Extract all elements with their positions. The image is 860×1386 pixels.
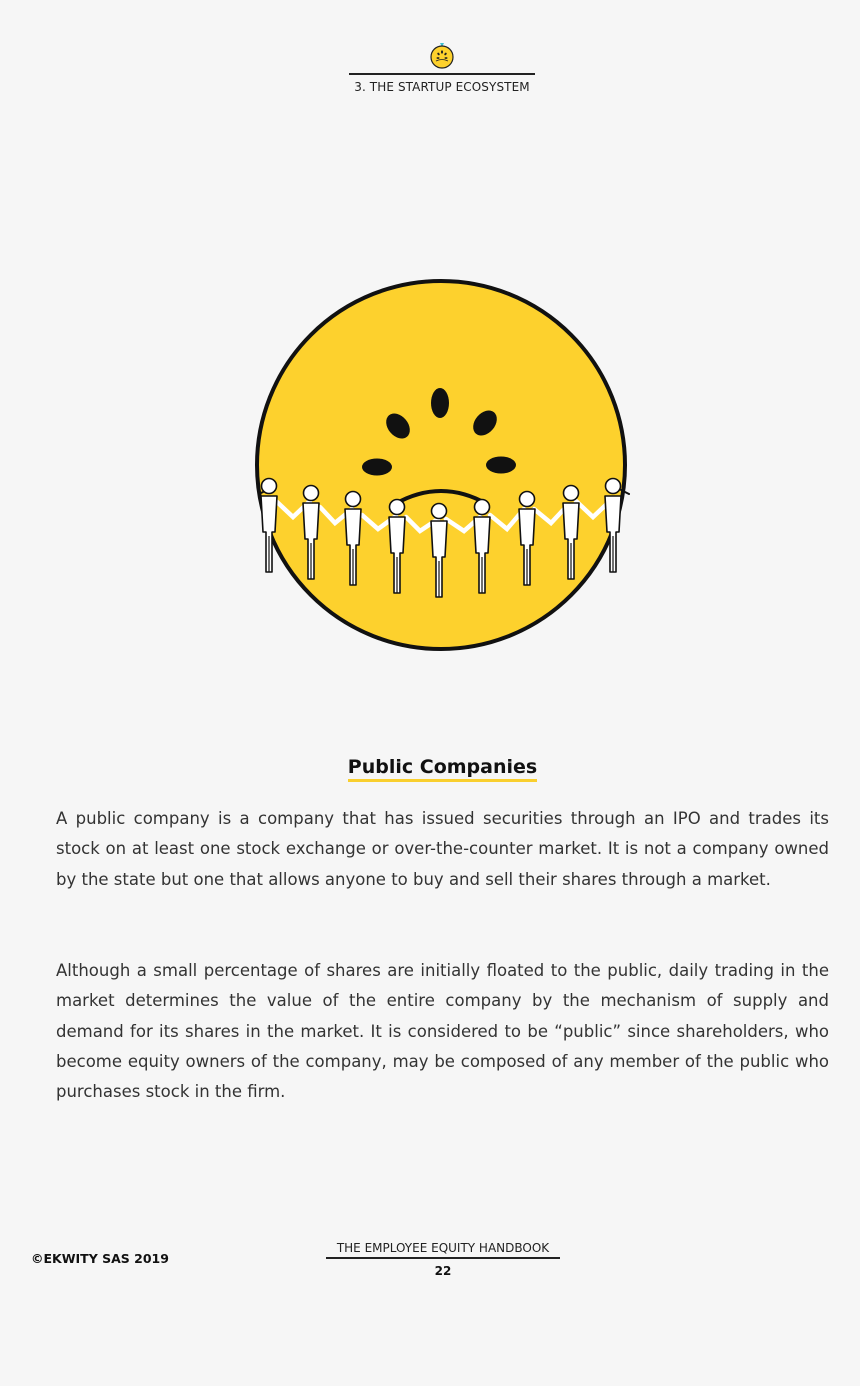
section-title [0, 756, 860, 782]
chapter-title: 3. THE STARTUP ECOSYSTEM [349, 73, 535, 94]
book-title: THE EMPLOYEE EQUITY HANDBOOK [326, 1241, 560, 1259]
paragraph-1: A public company is a company that has issued securities through an IPO and trades its stock on at least one stock exchange or over-the-counter market. It is not a company owned by the state but one that allows anyone to buy and sell their shares through a market. [56, 809, 829, 889]
paragraph-2: Although a small percentage of shares are initially floated to the public, daily trading in the market determines the value of the entire company by the mechanism of supply and demand for its shares in the market. It is considered to be “public” since shareholders, who become equity owners of the company, may be composed of any member of the public who purchases stock in the firm. [56, 961, 829, 1102]
copyright: ©EKWITY SAS 2019 [31, 1251, 169, 1266]
seed-circle-icon [429, 42, 455, 70]
section-title-text: Public Companies [348, 756, 537, 782]
page-number: 22 [434, 1264, 452, 1278]
people-holding-hands-circle-icon [245, 278, 637, 656]
